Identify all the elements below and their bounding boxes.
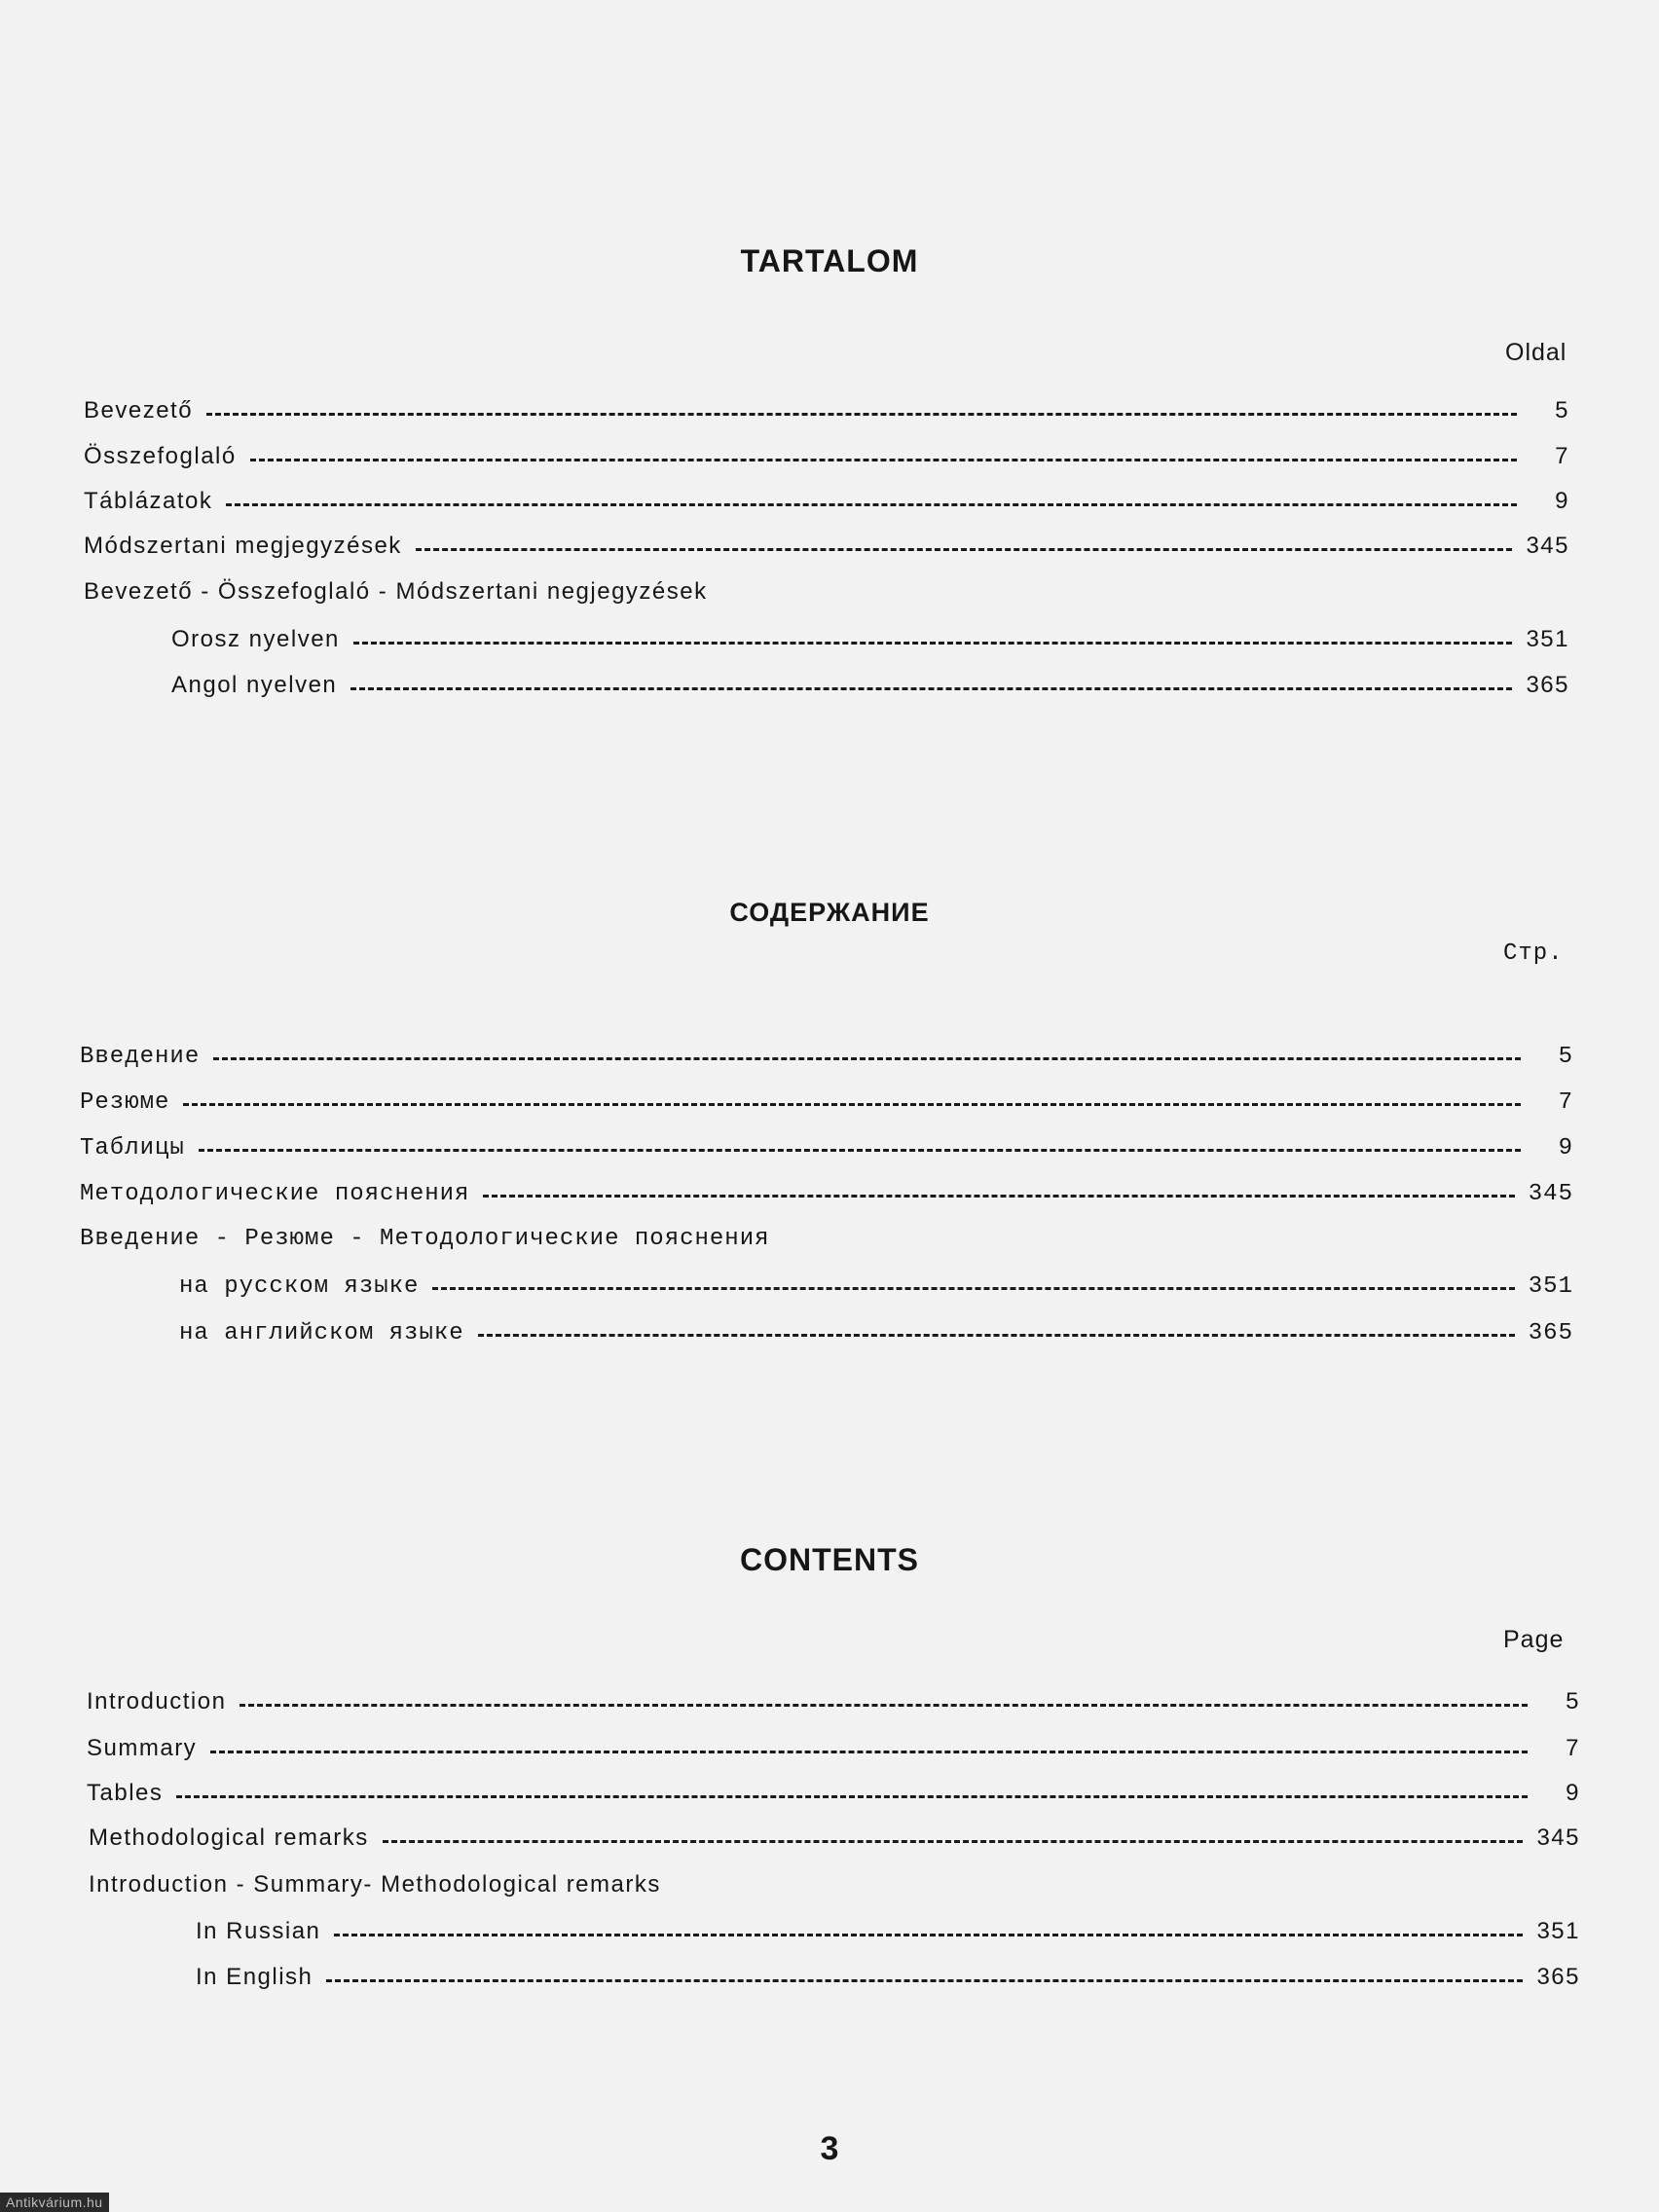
toc-label: Táblázatok — [84, 488, 213, 514]
toc-row-ru-english — [179, 1320, 1573, 1346]
toc-label: на английском языке — [179, 1320, 464, 1346]
toc-label: на русском языке — [179, 1273, 420, 1300]
toc-label: Összefoglaló — [84, 443, 237, 469]
toc-page: 345 — [1528, 1181, 1573, 1207]
dot-leader — [416, 548, 1513, 551]
dot-leader — [199, 1149, 1521, 1152]
toc-label: Introduction — [87, 1688, 227, 1714]
site-watermark: Antikvárium.hu — [0, 2193, 109, 2212]
toc-page: 7 — [1566, 1735, 1580, 1761]
toc-label: Введение - Резюме - Методологические пояснения — [80, 1226, 770, 1252]
toc-page: 345 — [1526, 533, 1569, 559]
toc-label: In Russian — [196, 1918, 321, 1944]
dot-leader — [326, 1979, 1523, 1982]
toc-row-ru-summary — [80, 1089, 1573, 1116]
toc-label: Методологические пояснения — [80, 1181, 470, 1207]
toc-label: Orosz nyelven — [171, 626, 340, 652]
toc-label: Таблицы — [80, 1135, 185, 1161]
toc-row-ru-introduction — [80, 1044, 1573, 1070]
toc-row-en-english — [196, 1964, 1580, 1991]
toc-page: 365 — [1536, 1964, 1580, 1990]
toc-label: Summary — [87, 1735, 198, 1761]
dot-leader — [250, 459, 1517, 461]
russian-title: СОДЕРЖАНИЕ — [729, 898, 930, 927]
toc-page: 7 — [1555, 443, 1569, 469]
toc-row-ru-tables — [80, 1135, 1573, 1161]
dot-leader — [334, 1934, 1523, 1936]
toc-row-en-methodology — [89, 1825, 1580, 1852]
dot-leader — [213, 1057, 1521, 1060]
toc-row-hu-introduction — [84, 397, 1569, 424]
toc-page: 7 — [1558, 1089, 1573, 1116]
dot-leader — [432, 1287, 1514, 1290]
toc-page: 9 — [1558, 1135, 1573, 1161]
toc-label: Módszertani megjegyzések — [84, 533, 402, 559]
toc-row-hu-russian — [171, 626, 1569, 653]
dot-leader — [478, 1334, 1515, 1337]
toc-label: In English — [196, 1964, 313, 1990]
dot-leader — [176, 1795, 1528, 1798]
toc-page: 351 — [1528, 1273, 1573, 1300]
dot-leader — [383, 1840, 1524, 1843]
russian-page-column-label: Стр. — [1503, 940, 1564, 967]
dot-leader — [483, 1195, 1514, 1198]
toc-page: 5 — [1555, 397, 1569, 424]
toc-row-ru-methodology — [80, 1181, 1573, 1207]
toc-page: 351 — [1526, 626, 1569, 652]
hungarian-title: TARTALOM — [740, 243, 919, 278]
toc-label: Резюме — [80, 1089, 170, 1116]
toc-row-hu-methodology — [84, 533, 1569, 560]
page-number: 3 — [820, 2130, 839, 2167]
toc-row-en-russian — [196, 1918, 1580, 1945]
toc-page: 5 — [1558, 1044, 1573, 1070]
english-page-column-label: Page — [1503, 1626, 1565, 1653]
toc-row-hu-tables — [84, 488, 1569, 515]
toc-label: Bevezető - Összefoglaló - Módszertani negjegyzések — [84, 578, 708, 605]
toc-page: 365 — [1526, 672, 1569, 698]
toc-row-ru-russian — [179, 1273, 1573, 1300]
english-title: CONTENTS — [740, 1542, 919, 1577]
toc-row-en-tables — [87, 1780, 1580, 1807]
dot-leader — [206, 413, 1517, 416]
toc-page: 365 — [1528, 1320, 1573, 1346]
toc-label: Введение — [80, 1044, 201, 1070]
toc-row-en-group-heading — [89, 1871, 1580, 1899]
toc-label: Angol nyelven — [171, 672, 338, 698]
dot-leader — [350, 687, 1512, 690]
dot-leader — [353, 642, 1513, 645]
dot-leader — [183, 1103, 1521, 1106]
toc-row-hu-english — [171, 672, 1569, 699]
toc-label: Introduction - Summary- Methodological remarks — [89, 1871, 661, 1898]
toc-page: 351 — [1536, 1918, 1580, 1944]
dot-leader — [226, 503, 1517, 506]
dot-leader — [240, 1704, 1528, 1707]
toc-label: Bevezető — [84, 397, 194, 424]
toc-label: Tables — [87, 1780, 164, 1806]
toc-page: 9 — [1566, 1780, 1580, 1806]
hungarian-page-column-label: Oldal — [1505, 339, 1567, 366]
toc-label: Methodological remarks — [89, 1825, 369, 1851]
toc-row-en-introduction — [87, 1688, 1580, 1715]
toc-row-hu-group-heading — [84, 578, 1569, 606]
toc-page: 5 — [1566, 1688, 1580, 1714]
toc-page: 9 — [1555, 488, 1569, 514]
toc-row-hu-summary — [84, 443, 1569, 470]
toc-row-ru-group-heading — [80, 1226, 1573, 1252]
dot-leader — [210, 1751, 1528, 1753]
toc-page: 345 — [1536, 1825, 1580, 1851]
toc-row-en-summary — [87, 1735, 1580, 1762]
